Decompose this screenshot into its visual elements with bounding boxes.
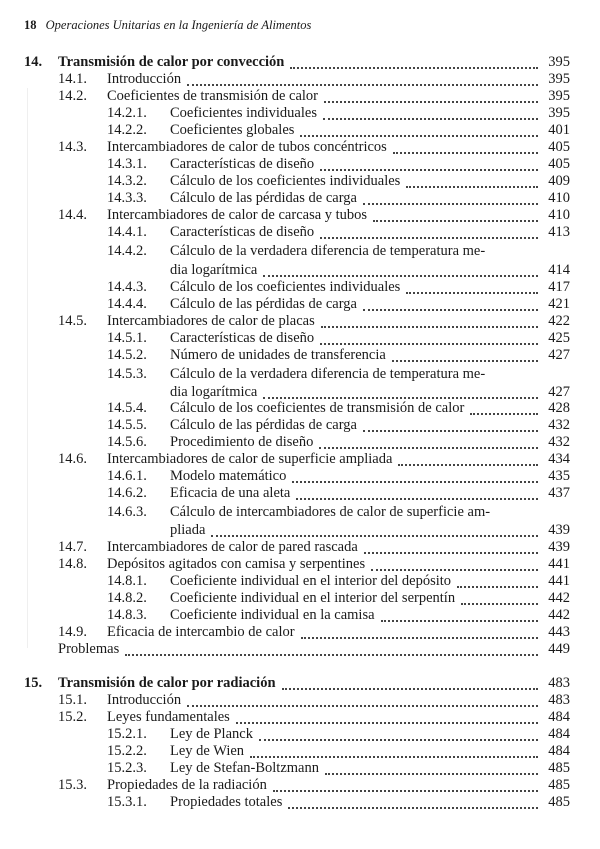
toc-entry-row[interactable] (170, 243, 570, 260)
toc-entry-title: Intercambiadores de calor de tubos concéntricos (107, 139, 387, 155)
toc-entry-row[interactable] (107, 624, 570, 641)
toc-entry-row[interactable] (107, 88, 570, 105)
dot-leader (187, 71, 538, 86)
toc-page-number: 485 (548, 794, 570, 810)
toc-page-number: 428 (548, 400, 570, 416)
toc-entry-row[interactable] (170, 122, 570, 139)
toc-entry-title: pliada (170, 522, 206, 538)
toc-entry-row[interactable] (170, 468, 570, 485)
toc-page-number: 483 (548, 692, 570, 708)
toc-page-number: 439 (548, 539, 570, 555)
toc-page-number: 422 (548, 313, 570, 329)
toc-page-number: 425 (548, 330, 570, 346)
toc-page-number: 401 (548, 122, 570, 138)
toc-page-number: 485 (548, 760, 570, 776)
toc-entry-title: Eficacia de intercambio de calor (107, 624, 295, 640)
toc-page-number: 405 (548, 156, 570, 172)
dot-leader (273, 777, 538, 792)
toc-entry-title: Intercambiadores de calor de carcasa y tubos (107, 207, 368, 223)
toc-entry-row[interactable] (170, 743, 570, 760)
toc-entry-title: Cálculo de las pérdidas de carga (170, 296, 357, 312)
toc-entry-title: Cálculo de los coeficientes de transmisión de calor (170, 400, 465, 416)
toc-page-number: 432 (548, 417, 570, 433)
toc-page-number: 395 (548, 71, 570, 87)
toc-entry-title: Coeficiente individual en el interior del depósito (170, 573, 452, 589)
toc-entry-number: 15. (24, 675, 43, 691)
toc-entry-number: 14.8.2. (107, 590, 147, 606)
toc-entry-title: Eficacia de una aleta (170, 485, 291, 501)
toc-entry-number: 15.1. (58, 692, 87, 708)
toc-entry-title: Ley de Wien (170, 743, 245, 759)
toc-entry-title: Leyes fundamentales (107, 709, 230, 725)
toc-page-number: 395 (548, 105, 570, 121)
toc-entry-row[interactable] (170, 573, 570, 590)
dot-leader (236, 709, 538, 724)
toc-entry-number: 14.8.3. (107, 607, 147, 623)
dot-leader (125, 641, 538, 656)
dot-leader (296, 485, 538, 500)
dot-leader (300, 122, 538, 137)
toc-entry-number: 15.3.1. (107, 794, 147, 810)
toc-page-number: 414 (548, 262, 570, 278)
toc-page-number: 434 (548, 451, 570, 467)
dot-leader (301, 624, 538, 639)
toc-entry-row[interactable] (170, 330, 570, 347)
toc-entry-title: Intercambiadores de calor de placas (107, 313, 315, 329)
toc-entry-number: 14.8.1. (107, 573, 147, 589)
running-title: Operaciones Unitarias en la Ingeniería de Alimentos (45, 18, 312, 32)
dot-leader (263, 262, 538, 277)
toc-entry-title: Ley de Stefan-Boltzmann (170, 760, 319, 776)
toc-page-number: 484 (548, 726, 570, 742)
dot-leader (319, 434, 538, 449)
dot-leader (364, 539, 538, 554)
toc-entry-title: Depósitos agitados con camisa y serpentines (107, 556, 366, 572)
dot-leader (321, 313, 538, 328)
toc-page-number: 427 (548, 384, 570, 400)
toc-entry-row[interactable] (170, 760, 570, 777)
toc-page-number: 442 (548, 590, 570, 606)
toc-entry-title: Propiedades de la radiación (107, 777, 267, 793)
toc-entry-title: Introducción (107, 692, 182, 708)
toc-page-number: 484 (548, 743, 570, 759)
toc-page-number: 410 (548, 190, 570, 206)
toc-entry-title: Cálculo de los coeficientes individuales (170, 173, 401, 189)
toc-entry-number: 14.6.2. (107, 485, 147, 501)
toc-page-number: 439 (548, 522, 570, 538)
toc-entry-row[interactable] (170, 190, 570, 207)
dot-leader (324, 88, 538, 103)
toc-entry-number: 14.2.2. (107, 122, 147, 138)
toc-entry-number: 14.6.3. (107, 504, 147, 520)
toc-entry-title: Intercambiadores de calor de superficie ampliada (107, 451, 393, 467)
dot-leader (371, 556, 538, 571)
toc-entry-title: Coeficientes de transmisión de calor (107, 88, 318, 104)
toc-entry-number: 14.6. (58, 451, 87, 467)
toc-entry-number: 14.9. (58, 624, 87, 640)
dot-leader (363, 417, 538, 432)
toc-chapter-row[interactable] (58, 675, 570, 692)
toc-entry-number: 14.3. (58, 139, 87, 155)
toc-entry-number: 14.2.1. (107, 105, 147, 121)
toc-entry-row[interactable] (170, 296, 570, 313)
toc-entry-number: 14. (24, 54, 43, 70)
dot-leader (381, 607, 538, 622)
toc-entry-row[interactable] (170, 434, 570, 451)
toc-page-number: 485 (548, 777, 570, 793)
toc-entry-row[interactable] (107, 709, 570, 726)
toc-entry-row[interactable] (170, 400, 570, 417)
toc-entry-title: Introducción (107, 71, 182, 87)
toc-entry-number: 14.8. (58, 556, 87, 572)
toc-page-number: 449 (548, 641, 570, 657)
toc-entry-title: Cálculo de intercambiadores de calor de superficie am- (170, 504, 491, 520)
toc-entry-number: 14.4. (58, 207, 87, 223)
toc-page-number: 409 (548, 173, 570, 189)
toc-page-number: 395 (548, 54, 570, 70)
toc-entry-row[interactable] (170, 522, 570, 539)
dot-leader (320, 156, 538, 171)
toc-entry-number: 14.6.1. (107, 468, 147, 484)
dot-leader (259, 726, 538, 741)
toc-entry-row[interactable] (170, 347, 570, 364)
toc-entry-row[interactable] (107, 777, 570, 794)
toc-entry-title: Coeficientes globales (170, 122, 295, 138)
toc-entry-number: 15.2.2. (107, 743, 147, 759)
toc-entry-row[interactable] (107, 539, 570, 556)
toc-page-number: 483 (548, 675, 570, 691)
dot-leader (406, 279, 538, 294)
toc-entry-title: Cálculo de la verdadera diferencia de temperatura me- (170, 243, 486, 259)
toc-entry-title: Cálculo de los coeficientes individuales (170, 279, 401, 295)
toc-entry-number: 14.4.3. (107, 279, 147, 295)
toc-entry-number: 14.4.2. (107, 243, 147, 259)
toc-entry-number: 14.7. (58, 539, 87, 555)
toc-entry-title: Número de unidades de transferencia (170, 347, 386, 363)
toc-entry-number: 15.3. (58, 777, 87, 793)
dot-leader (325, 760, 538, 775)
toc-entry-number: 14.5.5. (107, 417, 147, 433)
toc-entry-title: Propiedades totales (170, 794, 283, 810)
toc-page-number: 421 (548, 296, 570, 312)
toc-entry-title: Cálculo de las pérdidas de carga (170, 417, 357, 433)
toc-entry-row[interactable] (170, 417, 570, 434)
toc-page-number: 432 (548, 434, 570, 450)
toc-entry-row[interactable] (170, 607, 570, 624)
toc-entry-title: Coeficiente individual en el interior del serpentín (170, 590, 456, 606)
toc-entry-title: Ley de Planck (170, 726, 253, 742)
dot-leader (363, 296, 538, 311)
dot-leader (290, 54, 538, 69)
toc-entry-number: 14.4.1. (107, 224, 147, 240)
toc-entry-title: Cálculo de las pérdidas de carga (170, 190, 357, 206)
toc-entry-number: 14.3.2. (107, 173, 147, 189)
toc-entry-row[interactable] (170, 173, 570, 190)
toc-page-number: 442 (548, 607, 570, 623)
toc-entry-row[interactable] (107, 313, 570, 330)
dot-leader (363, 190, 538, 205)
toc-entry-row[interactable] (58, 641, 570, 658)
toc-entry-title: Coeficientes individuales (170, 105, 317, 121)
dot-leader (392, 347, 538, 362)
toc-entry-row[interactable] (107, 692, 570, 709)
dot-leader (461, 590, 538, 605)
dot-leader (393, 139, 538, 154)
dot-leader (373, 207, 538, 222)
toc-entry-row[interactable] (170, 366, 570, 383)
toc-page-number: 410 (548, 207, 570, 223)
toc-entry-row[interactable] (170, 279, 570, 296)
toc-entry-number: 15.2.1. (107, 726, 147, 742)
toc-entry-number: 14.1. (58, 71, 87, 87)
toc-entry-title: Modelo matemático (170, 468, 287, 484)
dot-leader (282, 675, 538, 690)
toc-entry-number: 14.5. (58, 313, 87, 329)
toc-entry-number: 14.5.1. (107, 330, 147, 346)
toc-entry-row[interactable] (170, 384, 570, 401)
toc-page-number: 427 (548, 347, 570, 363)
toc-entry-row[interactable] (170, 485, 570, 502)
page-number: 18 (24, 18, 37, 32)
toc-entry-row[interactable] (107, 207, 570, 224)
toc-entry-number: 14.5.4. (107, 400, 147, 416)
toc-entry-number: 14.3.1. (107, 156, 147, 172)
toc-entry-title: Cálculo de la verdadera diferencia de temperatura me- (170, 366, 486, 382)
toc-page-number: 441 (548, 573, 570, 589)
toc-entry-number: 15.2. (58, 709, 87, 725)
toc-entry-title: Problemas (58, 641, 120, 657)
toc-entry-number: 14.3.3. (107, 190, 147, 206)
toc-entry-title: Intercambiadores de calor de pared rascada (107, 539, 358, 555)
toc-page-number: 417 (548, 279, 570, 295)
dot-leader (320, 330, 538, 345)
toc-page-number: 484 (548, 709, 570, 725)
toc-page-number: 437 (548, 485, 570, 501)
toc-entry-title: Transmisión de calor por radiación (58, 675, 276, 691)
toc-page-number: 435 (548, 468, 570, 484)
toc-entry-row[interactable] (170, 590, 570, 607)
toc-entry-title: dia logarítmica (170, 384, 258, 400)
dot-leader (398, 451, 538, 466)
toc-page-number: 413 (548, 224, 570, 240)
toc-entry-title: Procedimiento de diseño (170, 434, 314, 450)
toc-entry-title: Transmisión de calor por convección (58, 54, 285, 70)
toc-entry-title: Coeficiente individual en la camisa (170, 607, 375, 623)
dot-leader (292, 468, 538, 483)
toc-entry-title: Características de diseño (170, 224, 315, 240)
dot-leader (320, 224, 538, 239)
toc-entry-row[interactable] (170, 224, 570, 241)
dot-leader (323, 105, 538, 120)
toc-entry-number: 14.5.3. (107, 366, 147, 382)
dot-leader (187, 692, 538, 707)
toc-chapter-row[interactable] (58, 54, 570, 71)
dot-leader (457, 573, 538, 588)
toc-page-number: 405 (548, 139, 570, 155)
dot-leader (263, 384, 538, 399)
dot-leader (288, 794, 538, 809)
toc-entry-row[interactable] (170, 726, 570, 743)
toc-entry-title: Características de diseño (170, 330, 315, 346)
toc-page-number: 441 (548, 556, 570, 572)
toc-entry-row[interactable] (107, 71, 570, 88)
dot-leader (470, 400, 538, 415)
toc-page-number: 443 (548, 624, 570, 640)
toc-entry-row[interactable] (170, 504, 570, 521)
toc-entry-row[interactable] (170, 794, 570, 811)
toc-entry-row[interactable] (107, 451, 570, 468)
toc-entry-row[interactable] (170, 156, 570, 173)
toc-entry-title: Características de diseño (170, 156, 315, 172)
toc-entry-number: 14.5.6. (107, 434, 147, 450)
dot-leader (211, 522, 538, 537)
toc-entry-title: dia logarítmica (170, 262, 258, 278)
dot-leader (250, 743, 538, 758)
toc-entry-number: 14.2. (58, 88, 87, 104)
toc-entry-number: 14.5.2. (107, 347, 147, 363)
toc-entry-row[interactable] (170, 105, 570, 122)
dot-leader (406, 173, 538, 188)
toc-entry-number: 15.2.3. (107, 760, 147, 776)
toc-entry-number: 14.4.4. (107, 296, 147, 312)
toc-entry-row[interactable] (107, 139, 570, 156)
toc-page-number: 395 (548, 88, 570, 104)
toc-entry-row[interactable] (170, 262, 570, 279)
toc-entry-row[interactable] (107, 556, 570, 573)
